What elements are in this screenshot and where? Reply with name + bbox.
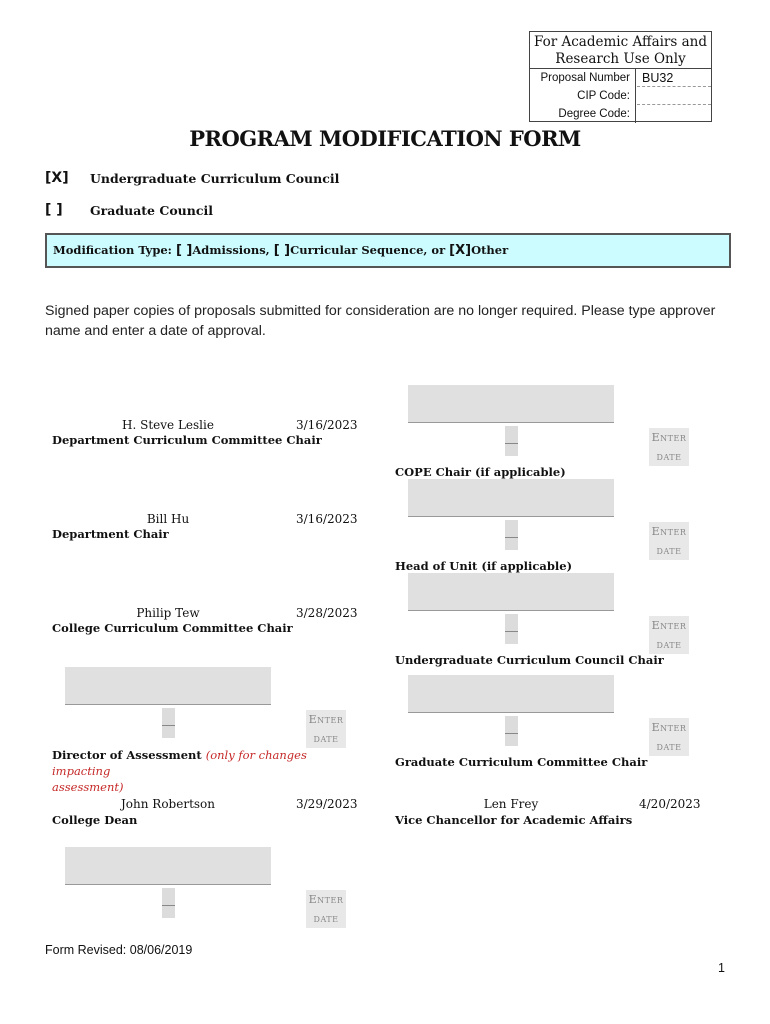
enter-date-line2: date [656, 450, 682, 463]
approver-name-field[interactable] [408, 573, 614, 611]
approval-date-field[interactable] [505, 520, 518, 550]
approval-date[interactable]: 3/28/2023 [296, 606, 358, 620]
approver-name[interactable]: H. Steve Leslie [122, 418, 214, 432]
page-number: 1 [718, 961, 725, 975]
enter-date-line2: date [656, 740, 682, 753]
enter-date-field[interactable] [649, 428, 689, 466]
instructions-text: Signed paper copies of proposals submitted for consideration are no longer required. Please type approver name and enter a date of approval. [45, 303, 716, 339]
approval-date-field[interactable] [505, 426, 518, 456]
approval-date-field[interactable] [162, 888, 175, 918]
approver-name[interactable]: John Robertson [120, 797, 216, 811]
ucc-checkbox[interactable]: [X] [45, 170, 69, 186]
approver-role: College Dean [52, 813, 138, 827]
modification-type-label: Modification Type: [53, 243, 172, 257]
approver-name[interactable]: Bill Hu [146, 512, 190, 526]
approver-name-field[interactable] [408, 675, 614, 713]
ucc-label: Undergraduate Curriculum Council [90, 171, 340, 186]
form-title: PROGRAM MODIFICATION FORM [189, 126, 581, 151]
graduate-council-label: Graduate Council [90, 203, 213, 218]
enter-date-line2: date [656, 638, 682, 651]
enter-date-field[interactable] [649, 718, 689, 756]
enter-date-field[interactable] [649, 616, 689, 654]
approver-role: Head of Unit (if applicable) [395, 559, 573, 573]
proposal-number-row [530, 69, 711, 87]
approval-date-field[interactable] [505, 614, 518, 644]
approval-date[interactable]: 3/29/2023 [296, 797, 358, 811]
approver-role: College Curriculum Committee Chair [52, 621, 293, 635]
enter-date-line1: Enter [651, 525, 687, 538]
enter-date-field[interactable] [306, 710, 346, 748]
degree-code-label: Degree Code: [530, 105, 636, 123]
academic-affairs-use-box [529, 31, 712, 122]
proposal-number-value[interactable]: BU32 [642, 71, 674, 85]
enter-date-line2: date [656, 544, 682, 557]
other-label: Other [471, 243, 509, 257]
curricular-sequence-label: Curricular Sequence, [290, 243, 428, 257]
enter-date-line1: Enter [308, 713, 344, 726]
approver-role: Graduate Curriculum Committee Chair [395, 755, 648, 769]
assessment-note-cont: assessment) [52, 780, 124, 794]
form-revised-footer: Form Revised: 08/06/2019 [45, 943, 193, 957]
approver-name[interactable]: Len Frey [483, 797, 539, 811]
enter-date-line1: Enter [651, 619, 687, 632]
approver-name-field[interactable] [408, 385, 614, 423]
enter-date-line1: Enter [651, 431, 687, 444]
other-checkbox[interactable]: [X] [449, 243, 472, 258]
approver-name-field[interactable] [408, 479, 614, 517]
cip-code-label: CIP Code: [530, 87, 636, 105]
approval-date[interactable]: 4/20/2023 [639, 797, 701, 811]
approver-name-field[interactable] [65, 667, 271, 705]
approver-role: Undergraduate Curriculum Council Chair [395, 653, 664, 667]
enter-date-field[interactable] [306, 890, 346, 928]
proposal-number-label: Proposal Number [530, 69, 636, 87]
approver-role: Vice Chancellor for Academic Affairs [395, 813, 633, 827]
curricular-sequence-checkbox[interactable]: [ ] [273, 243, 291, 258]
cip-code-row [530, 87, 711, 105]
director-of-assessment-role: Director of Assessment [52, 748, 202, 762]
enter-date-line2: date [313, 912, 339, 925]
approval-date-field[interactable] [162, 708, 175, 738]
approval-date[interactable]: 3/16/2023 [296, 418, 358, 432]
graduate-council-checkbox[interactable]: [ ] [45, 202, 63, 218]
assessment-note: (only for changes impacting [52, 748, 307, 778]
or-text: or [431, 243, 446, 257]
approver-name-field[interactable] [65, 847, 271, 885]
admissions-label: Admissions, [192, 243, 270, 257]
approver-name[interactable]: Philip Tew [136, 606, 200, 620]
approval-date-field[interactable] [505, 716, 518, 746]
use-box-header: For Academic Affairs and Research Use Only [530, 32, 711, 69]
enter-date-line2: date [313, 732, 339, 745]
enter-date-line1: Enter [308, 893, 344, 906]
approver-role: COPE Chair (if applicable) [395, 465, 566, 479]
degree-code-row [530, 105, 711, 123]
enter-date-field[interactable] [649, 522, 689, 560]
modification-type-box [45, 233, 731, 268]
approval-date[interactable]: 3/16/2023 [296, 512, 358, 526]
approver-role [52, 747, 352, 795]
enter-date-line1: Enter [651, 721, 687, 734]
approver-role: Department Chair [52, 527, 169, 541]
approver-role: Department Curriculum Committee Chair [52, 433, 322, 447]
admissions-checkbox[interactable]: [ ] [175, 243, 193, 258]
